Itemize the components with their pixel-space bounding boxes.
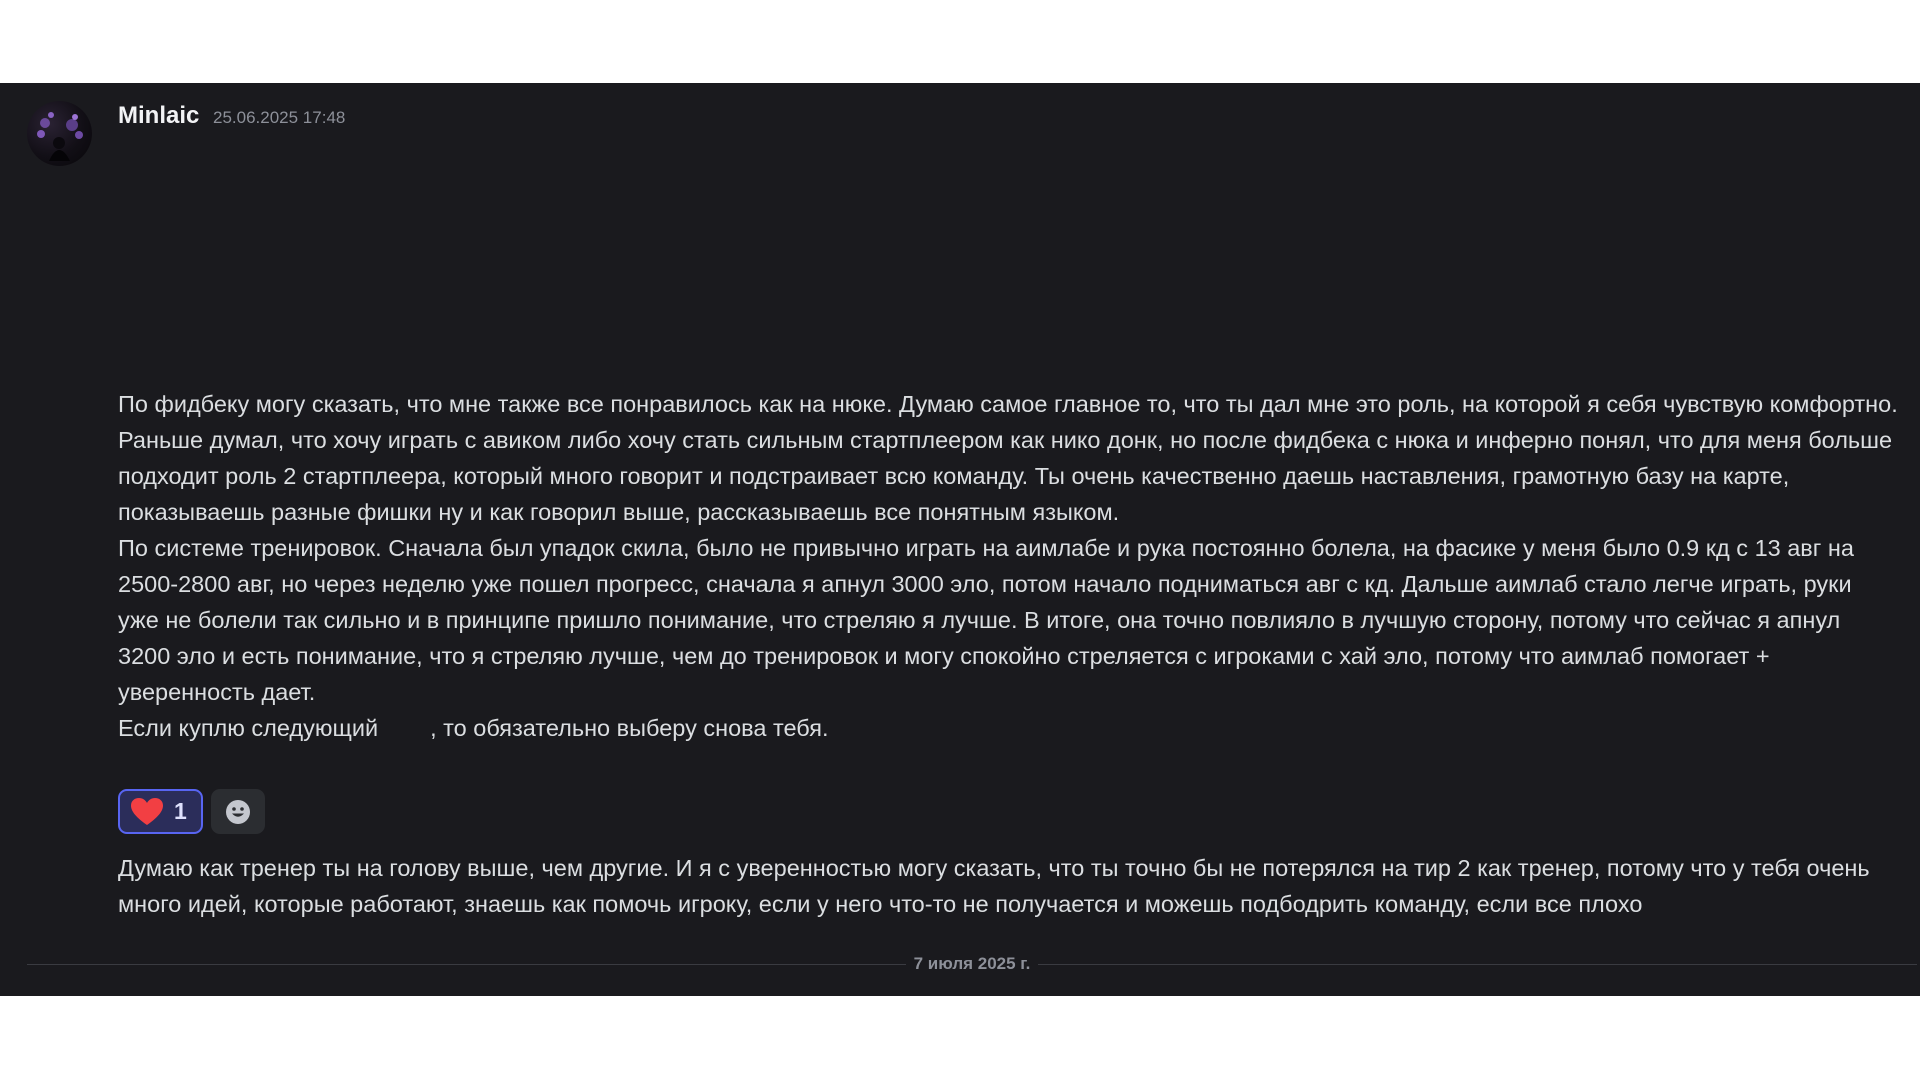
date-divider: [0, 952, 1920, 976]
message-paragraph-last: [118, 710, 1898, 746]
message-paragraph: По фидбеку могу сказать, что мне также все понравилось как на нюке. Думаю самое главное то, что ты дал мне это роль, на которой я себя чувствую комфортно.: [118, 391, 1898, 417]
reactions-bar: [118, 789, 265, 834]
last-line-start: Если куплю следующий: [118, 715, 379, 741]
add-reaction-icon: [224, 798, 252, 826]
date-divider-label: 7 июля 2025 г.: [906, 952, 1039, 976]
heart-reaction-button[interactable]: [118, 789, 203, 834]
message-timestamp[interactable]: 25.06.2025 17:48: [213, 108, 346, 127]
avatar-icon: [27, 101, 92, 166]
avatar[interactable]: [27, 101, 92, 166]
heart-icon: [130, 797, 164, 827]
message-paragraph: Раньше думал, что хочу играть с авиком либо хочу стать сильным стартплеером как нико донк, но после фидбека с нюка и инферно понял, что для меня больше подходит роль 2 стартплеера, который много говорит и подстраивает всю команду. Ты очень качественно даешь наставления, грамотную базу на карте, показываешь разные фишки ну и как говорил выше, рассказываешь все понятным языком.: [118, 427, 1893, 525]
followup-message: [118, 850, 1898, 922]
author-name[interactable]: Minlaic: [118, 102, 200, 129]
add-reaction-button[interactable]: [211, 789, 265, 834]
message-body: [118, 386, 1898, 746]
message-paragraph: По системе тренировок. Сначала был упадок скила, было не привычно играть на аимлабе и рука постоянно болела, на фасике у меня было 0.9 кд с 13 авг на 2500-2800 авг, но через неделю уже пошел прогресс, сначала я апнул 3000 эло, потом начало подниматься авг с кд. Дальше аимлаб стало легче играть, руки уже не болели так сильно и в принципе пришло понимание, что стреляю я лучше. В итоге, она точно повлияло в лучшую сторону, потому что сейчас я апнул 3200 эло и есть понимание, что я стреляю лучше, чем до тренировок и могу спокойно стреляется с игроками с хай эло, потому что аимлаб помогает + уверенность дает.: [118, 535, 1854, 705]
last-line-end: , то обязательно выберу снова тебя.: [430, 715, 829, 741]
followup-paragraph: Думаю как тренер ты на голову выше, чем другие. И я с уверенностью могу сказать, что ты точно бы не потерялся на тир 2 как тренер, потому что у тебя очень много идей, которые работают, знаешь как помочь игроку, если у него что-то не получается и можешь подбодрить команду, если все плохо: [118, 855, 1870, 917]
heart-reaction-count: 1: [174, 798, 187, 824]
